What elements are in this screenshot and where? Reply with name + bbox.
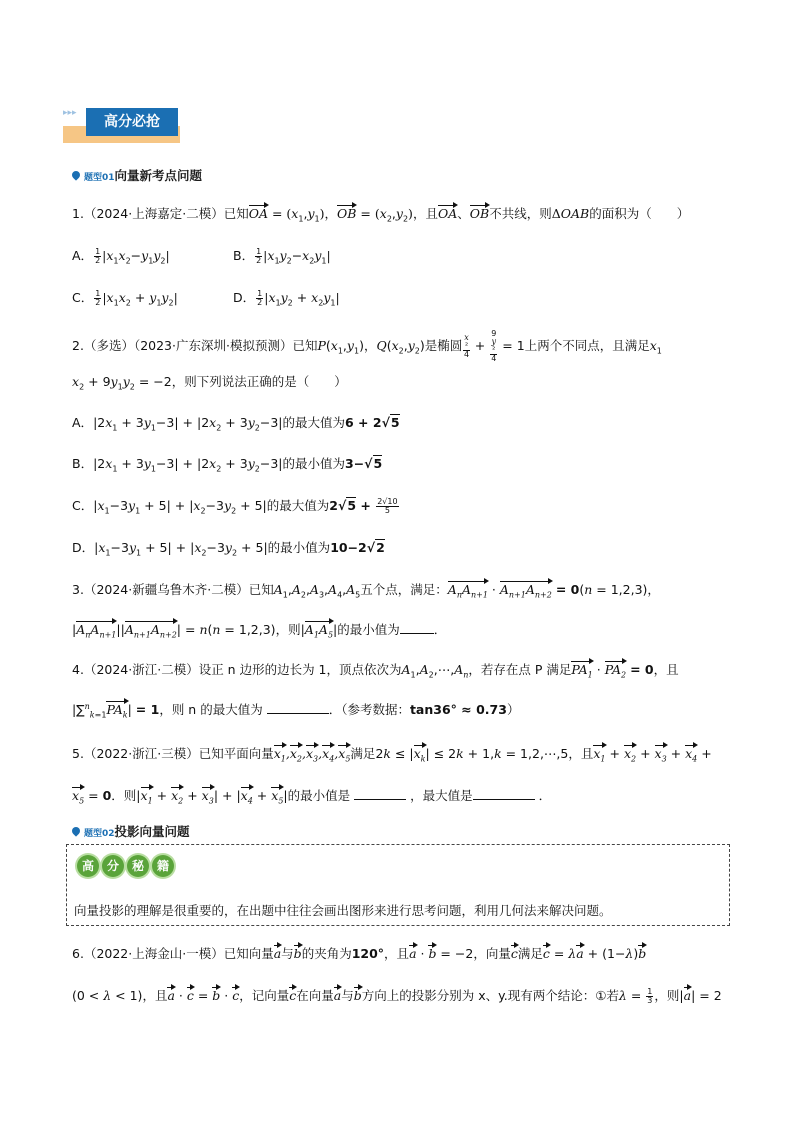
question-2: 2.（多选）（2023·广东深圳·模拟预测）已知$P(x_1,y_1)$，$Q(x_2,y_2)$是椭圆 x ² 4 + 9 y ² 4 = 1上两个不同点，且满足$x_1$ <box>72 329 662 363</box>
question-5-line2: $x_5 = 0$．则$|x_1 + x_2 + x_3| + |x_4 + x_5|$的最小值是 ，最大值是 ． <box>72 788 552 806</box>
seal-icon: 分 <box>102 855 124 877</box>
seal-icon: 籍 <box>152 855 174 877</box>
topic-number: 题型02 <box>84 829 115 839</box>
seal-icon: 秘 <box>127 855 149 877</box>
question-4-line2: $|\sum^n_{k=1}PA_k| = 1$，则 n 的最大值为 ．（参考数据：tan36° ≈ 0.73） <box>72 701 520 720</box>
tips-text: 向量投影的理解是很重要的，在出题中往往会画出图形来进行思考问题，利用几何法来解决问题。 <box>74 903 612 918</box>
location-pin-icon <box>70 169 81 180</box>
question-6: 6.（2022·上海金山·一模）已知向量a与b的夹角为120°，且a · b = −2，向量c满足c = λa + (1−λ)b <box>72 946 647 961</box>
seal-icon: 高 <box>77 855 99 877</box>
topic-number: 题型01 <box>84 173 115 183</box>
topic-heading-2 <box>72 822 190 840</box>
topic-heading-1 <box>72 166 202 184</box>
question-4: 4.（2024·浙江·二模）设正 n 边形的边长为 1，顶点依次为$A_1,A_2,\cdots,A_n$，若存在点 P 满足$PA_1 \cdot PA_2 = 0$，且 <box>72 662 679 680</box>
header-dots: ▸▸▸ <box>63 108 77 118</box>
topic-title: 向量新考点问题 <box>114 168 203 183</box>
q1-option-a[interactable]: A． $\frac{1}{2}$ $|x_1x_2-y_1y_2|$ <box>72 247 170 266</box>
question-6-line2: (0 < λ < 1)，且a · c = b · c，记向量c在向量a与b方向上的投影分别为 x、y.现有两个结论：①若λ = $\frac{1}{3}$ ，则|a| = 2 <box>72 987 722 1005</box>
question-1: 1.（2024·上海嘉定·二模）已知OA = $(x_1,y_1)$，OB = $(x_2,y_2)$，且OA、OB不共线，则ΔOAB的面积为（ ） <box>72 206 690 224</box>
question-3: 3.（2024·新疆乌鲁木齐·二模）已知$A_1,A_2,A_3,A_4,A_5$五个点，满足：$A_nA_{n+1} \cdot A_{n+1}A_{n+2} = 0(n = 1,2,3)$， <box>72 582 660 600</box>
tips-seals <box>77 855 177 877</box>
q2-option-d[interactable]: D．$|x_1-3y_1 + 5| + |x_2-3y_2 + 5|$的最小值为10−2√2 <box>72 540 385 558</box>
tips-box <box>66 844 730 926</box>
q1-option-d[interactable]: D． $\frac{1}{2}$ $|x_1y_2 + x_2y_1|$ <box>233 289 340 308</box>
topic-title: 投影向量问题 <box>114 824 190 839</box>
q1-option-c[interactable]: C． $\frac{1}{2}$ $|x_1x_2 + y_1y_2|$ <box>72 289 178 308</box>
question-2-line2: $x_2 + 9y_1y_2 = -2$，则下列说法正确的是（ ） <box>72 374 347 392</box>
question-3-line2: $|A_nA_{n+1}||A_{n+1}A_{n+2}| = n(n = 1,2,3)$，则$|A_1A_5|$的最小值为 ． <box>72 622 447 640</box>
question-5: 5.（2022·浙江·三模）已知平面向量$x_1,x_2,x_3,x_4,x_5$满足$2k \le |x_k| \le 2k + 1,k$ = 1,2,⋯,5，且$x_1 + x_2 + x_3 + x_4$ + <box>72 746 712 764</box>
q2-option-c[interactable]: C．$|x_1-3y_1 + 5| + |x_2-3y_2 + 5|$的最大值为2√5 + $\frac{2√10}{5}$ <box>72 497 398 516</box>
q2-option-a[interactable]: A．$|2x_1 + 3y_1-3| + |2x_2 + 3y_2-3|$的最大值为6 + 2√5 <box>72 415 400 433</box>
q2-option-b[interactable]: B．$|2x_1 + 3y_1-3| + |2x_2 + 3y_2-3|$的最小值为3−√5 <box>72 456 383 474</box>
location-pin-icon <box>70 825 81 836</box>
q1-option-b[interactable]: B． $\frac{1}{2}$ $|x_1y_2-x_2y_1|$ <box>233 247 331 266</box>
section-badge: 高分必抢 <box>86 108 178 136</box>
